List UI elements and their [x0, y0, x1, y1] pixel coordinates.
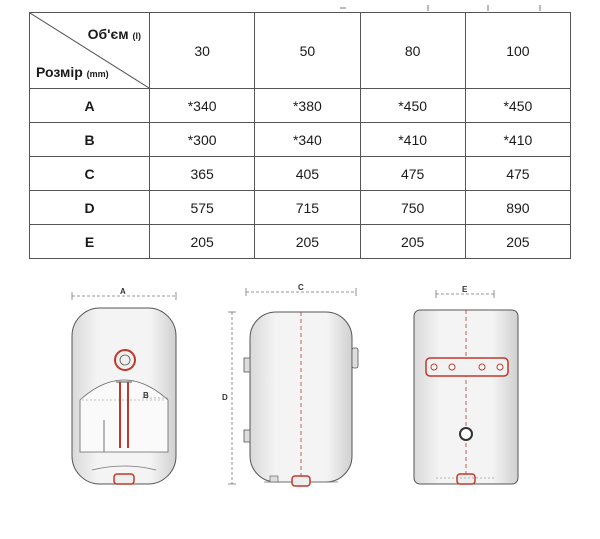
table-header-row — [30, 13, 571, 89]
corner-cell — [30, 13, 150, 89]
table-row — [30, 225, 571, 259]
side-view-diagram — [222, 283, 358, 486]
row-label: C — [30, 157, 150, 191]
volume-header: 80 — [360, 13, 465, 89]
table-cell: *300 — [150, 123, 255, 157]
front-view-diagram — [72, 287, 176, 484]
dim-label-a: A — [120, 287, 126, 296]
row-label: A — [30, 89, 150, 123]
volume-header: 100 — [465, 13, 570, 89]
table-cell: 205 — [150, 225, 255, 259]
table-cell: 475 — [360, 157, 465, 191]
header-edge-marks — [340, 5, 550, 11]
back-view-diagram — [414, 285, 518, 484]
table-cell: 205 — [360, 225, 465, 259]
dimensions-table — [29, 12, 571, 259]
table-row — [30, 191, 571, 225]
volume-header: 50 — [255, 13, 360, 89]
row-label: B — [30, 123, 150, 157]
table-cell: *450 — [360, 89, 465, 123]
table-cell: 205 — [255, 225, 360, 259]
table-cell: *380 — [255, 89, 360, 123]
table-cell: *340 — [150, 89, 255, 123]
size-label: Розмір (mm) — [36, 64, 109, 80]
table-cell: *450 — [465, 89, 570, 123]
table-row — [30, 123, 571, 157]
heater-diagrams — [0, 270, 600, 539]
table-cell: 575 — [150, 191, 255, 225]
volume-header: 30 — [150, 13, 255, 89]
table-cell: 205 — [465, 225, 570, 259]
table-cell: *340 — [255, 123, 360, 157]
dim-label-c: C — [298, 283, 304, 292]
table-cell: 365 — [150, 157, 255, 191]
row-label: D — [30, 191, 150, 225]
table-row — [30, 157, 571, 191]
volume-label: Об'єм (l) — [87, 26, 141, 42]
table-cell: 475 — [465, 157, 570, 191]
dim-label-b: B — [143, 391, 149, 400]
table-cell: 750 — [360, 191, 465, 225]
table-cell: 405 — [255, 157, 360, 191]
table-cell: 715 — [255, 191, 360, 225]
table-cell: 890 — [465, 191, 570, 225]
table-row — [30, 89, 571, 123]
table-cell: *410 — [465, 123, 570, 157]
row-label: E — [30, 225, 150, 259]
dim-label-d: D — [222, 393, 228, 402]
table-cell: *410 — [360, 123, 465, 157]
dim-label-e: E — [462, 285, 468, 294]
